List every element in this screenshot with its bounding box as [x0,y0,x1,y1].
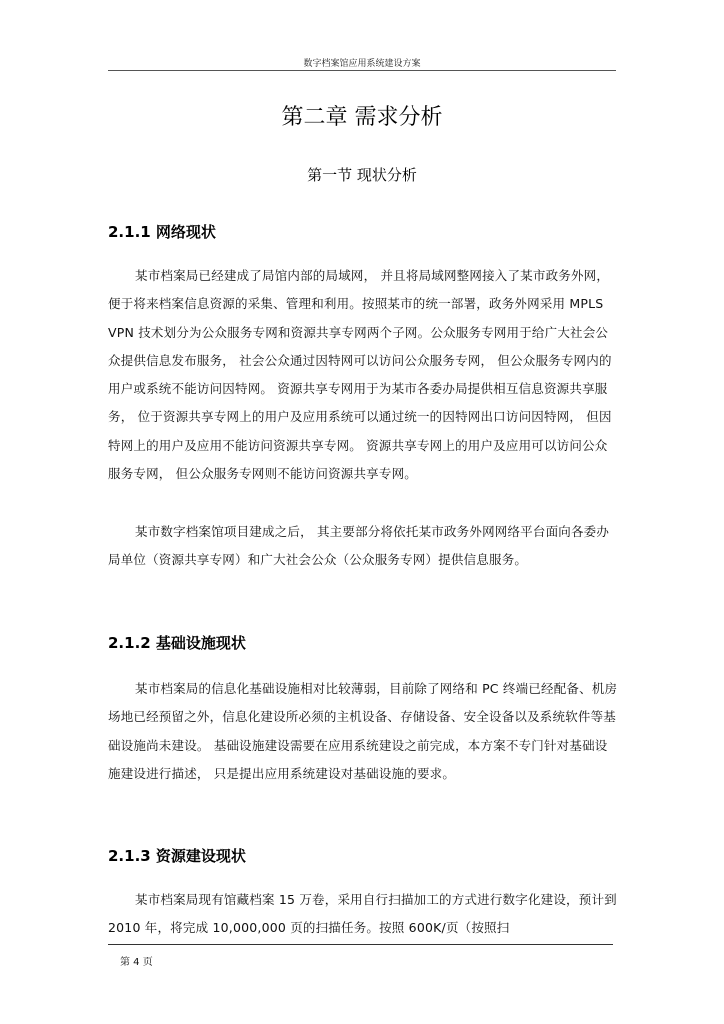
paragraph-network-2: 某市数字档案馆项目建成之后， 其主要部分将依托某市政务外网网络平台面向各委办局单位（资源共享专网）和广大社会公众（公众服务专网）提供信息服务。 [108,524,610,568]
chapter-title: 第二章 需求分析 [281,105,443,130]
subsection-heading-infrastructure: 2.1.2 基础设施现状 [108,634,246,652]
footer-divider [108,944,613,945]
paragraph-network-1: 某市档案局已经建成了局馆内部的局域网， 并且将局域网整网接入了某市政务外网，便于将来档案信息资源的采集、管理和利用。按照某市的统一部署，政务外网采用 MPLS VPN 技术划分为公众服务专网和资源共享专网两个子网。公众服务专网用于给广大社会公众提供信息发布服务， 社会公众通过因特网可以访问公众服务专网， 但公众服务专网内的用户或系统不能访问因特网。 资源共享专网用于为某市各委办局提供相互信息资源共享服务， 位于资源共享专网上的用户及应用系统可以通过统一的因特网出口访问因特网， 但因特网上的用户及应用不能访问资源共享专网。 资源共享专网上的用户及应用可以访问公众服务专网， 但公众服务专网则不能访问资源共享专网。 [108,268,612,482]
paragraph-infrastructure-1: 某市档案局的信息化基础设施相对比较薄弱，目前除了网络和 PC 终端已经配备、机房场地已经预留之外，信息化建设所必须的主机设备、存储设备、安全设备以及系统软件等基础设施尚未建设。 基础设施建设需要在应用系统建设之前完成，本方案不专门针对基础设施建设进行描述， 只是提出应用系统建设对基础设施的要求。 [108,681,618,781]
header-divider [108,70,616,71]
subsection-heading-resources: 2.1.3 资源建设现状 [108,847,246,865]
subsection-heading-network: 2.1.1 网络现状 [108,223,216,241]
paragraph-resources-1: 某市档案局现有馆藏档案 15 万卷，采用自行扫描加工的方式进行数字化建设，预计到 2010 年，将完成 10,000,000 页的扫描任务。按照 600K/页（按照扫 [108,892,617,936]
running-header: 数字档案馆应用系统建设方案 [303,59,421,69]
section-title: 第一节 现状分析 [307,166,417,184]
page-number: 第 4 页 [120,957,153,968]
